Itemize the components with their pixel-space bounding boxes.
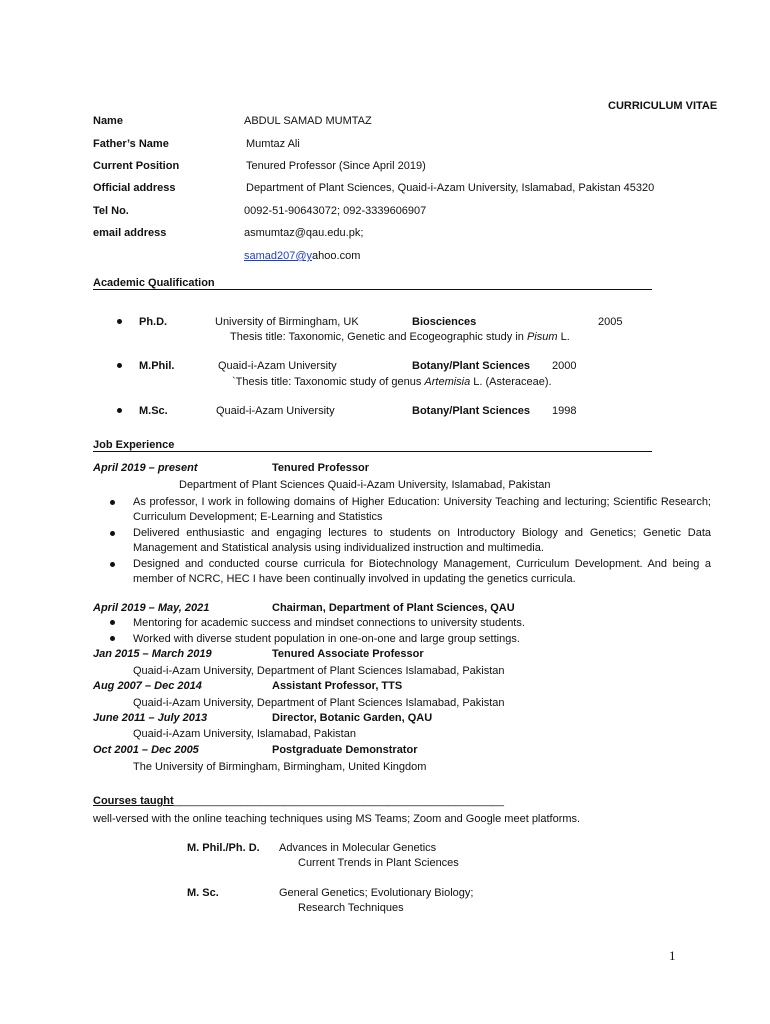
job-place: Quaid-i-Azam University, Department of Plant Sciences Islamabad, Pakistan	[133, 697, 505, 709]
course-name: General Genetics; Evolutionary Biology;	[279, 887, 474, 899]
job-title: Chairman, Department of Plant Sciences, QAU	[272, 602, 515, 614]
academic-heading-rule	[93, 289, 652, 290]
field: Botany/Plant Sciences	[412, 405, 530, 417]
value-name: ABDUL SAMAD MUMTAZ	[244, 115, 372, 127]
job-bullet: Mentoring for academic success and mindset connections to university students.	[133, 617, 525, 629]
job-place: The University of Birmingham, Birmingham, United Kingdom	[133, 761, 427, 773]
bullet-icon	[110, 531, 115, 536]
job-period: Oct 2001 – Dec 2005	[93, 744, 199, 756]
job-place: Department of Plant Sciences Quaid-i-Azam University, Islamabad, Pakistan	[179, 479, 551, 491]
courses-heading: Courses taught	[93, 795, 174, 807]
courses-heading-line	[93, 794, 504, 808]
degree: Ph.D.	[139, 316, 168, 328]
degree: M.Sc.	[139, 405, 168, 417]
value-current-position: Tenured Professor (Since April 2019)	[246, 160, 426, 172]
institution: Quaid-i-Azam University	[218, 360, 337, 372]
thesis-title: `Thesis title: Taxonomic study of genus Artemisia L. (Asteraceae).	[232, 376, 552, 388]
course-name: Research Techniques	[298, 902, 404, 914]
job-period: June 2011 – July 2013	[93, 712, 208, 724]
field: Biosciences	[412, 316, 477, 328]
job-bullet: Designed and conducted course curricula for Biotechnology Management, Curriculum Development. And being a member of NCRC, HEC I have been continually involved in updating the genetics curricula.	[133, 558, 711, 585]
label-tel: Tel No.	[93, 205, 129, 217]
job-period: April 2019 – May, 2021	[93, 602, 210, 614]
academic-heading: Academic Qualification	[93, 277, 215, 289]
bullet-icon	[117, 319, 122, 324]
course-name: Current Trends in Plant Sciences	[298, 857, 459, 869]
job-period: Aug 2007 – Dec 2014	[93, 680, 202, 692]
email-link[interactable]: samad207@y	[244, 250, 313, 262]
bullet-icon	[110, 562, 115, 567]
bullet-icon	[110, 620, 115, 625]
job-bullet: Delivered enthusiastic and engaging lectures to students on Introductory Biology and Genetics; Genetic Data Management and Statistical analysis using individualized instruction and multimedia.	[133, 527, 711, 554]
email-rest: ahoo.com	[312, 250, 361, 262]
course-level: M. Sc.	[187, 887, 219, 899]
field: Botany/Plant Sciences	[412, 360, 530, 372]
job-title: Assistant Professor, TTS	[272, 680, 403, 692]
value-official-address: Department of Plant Sciences, Quaid-i-Azam University, Islamabad, Pakistan 45320	[246, 182, 655, 194]
institution: Quaid-i-Azam University	[216, 405, 335, 417]
value-fathers-name: Mumtaz Ali	[246, 138, 300, 150]
job-title: Director, Botanic Garden, QAU	[272, 712, 433, 724]
bullet-icon	[117, 408, 122, 413]
value-email: asmumtaz@qau.edu.pk;	[244, 227, 364, 239]
course-level: M. Phil./Ph. D.	[187, 842, 260, 854]
job-bullet: Worked with diverse student population in one-on-one and large group settings.	[133, 633, 520, 645]
year: 1998	[552, 405, 577, 417]
job-period: Jan 2015 – March 2019	[93, 648, 212, 660]
degree: M.Phil.	[139, 360, 175, 372]
courses-heading-trail: ______________________________________________________	[173, 795, 505, 807]
document-title: CURRICULUM VITAE	[608, 100, 718, 112]
institution: University of Birmingham, UK	[215, 316, 359, 328]
job-place: Quaid-i-Azam University, Department of Plant Sciences Islamabad, Pakistan	[133, 665, 505, 677]
thesis-title: Thesis title: Taxonomic, Genetic and Ecogeographic study in Pisum L.	[230, 331, 570, 343]
job-title: Tenured Associate Professor	[272, 648, 424, 660]
year: 2000	[552, 360, 577, 372]
page-number: 1	[669, 948, 676, 963]
year: 2005	[598, 316, 623, 328]
course-name: Advances in Molecular Genetics	[279, 842, 437, 854]
label-current-position: Current Position	[93, 160, 180, 172]
job-title: Tenured Professor	[272, 462, 369, 474]
label-official-address: Official address	[93, 182, 176, 194]
email-secondary	[244, 249, 360, 263]
job-period: April 2019 – present	[93, 462, 198, 474]
job-place: Quaid-i-Azam University, Islamabad, Pakistan	[133, 728, 356, 740]
bullet-icon	[110, 636, 115, 641]
bullet-icon	[110, 500, 115, 505]
label-email: email address	[93, 227, 167, 239]
courses-intro: well-versed with the online teaching techniques using MS Teams; Zoom and Google meet platforms.	[93, 813, 581, 825]
job-heading-rule	[93, 451, 652, 452]
value-tel: 0092-51-90643072; 092-3339606907	[244, 205, 427, 217]
bullet-icon	[117, 363, 122, 368]
job-title: Postgraduate Demonstrator	[272, 744, 418, 756]
job-bullet: As professor, I work in following domains of Higher Education: University Teaching and lecturing; Scientific Research; Curriculum Development; E-Learning and Statistics	[133, 496, 711, 523]
label-name: Name	[93, 115, 123, 127]
label-fathers-name: Father’s Name	[93, 138, 169, 150]
job-heading: Job Experience	[93, 439, 175, 451]
